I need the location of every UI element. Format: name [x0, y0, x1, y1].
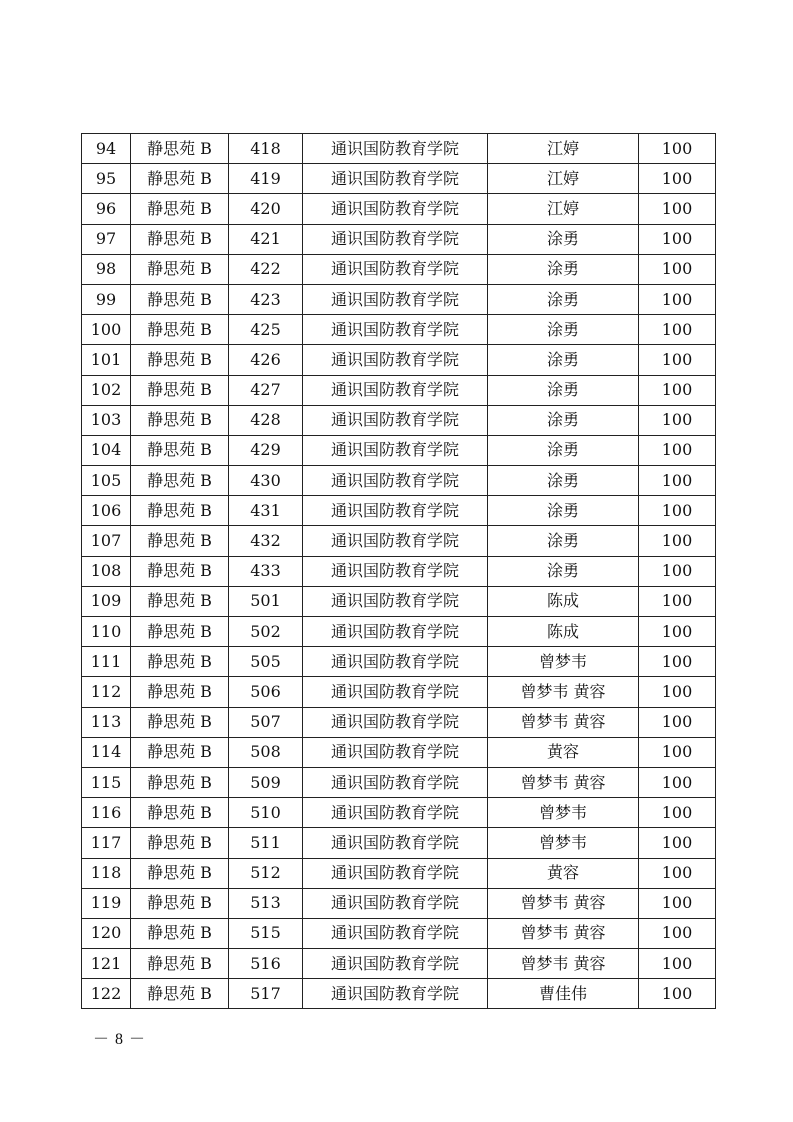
table-row: [82, 345, 716, 375]
score-cell: 100: [639, 284, 716, 314]
room-cell: 506: [229, 677, 303, 707]
table-row: [82, 466, 716, 496]
score-cell: 100: [639, 949, 716, 979]
table-row: [82, 284, 716, 314]
row-number-cell: 113: [82, 707, 131, 737]
college-cell: 通识国防教育学院: [303, 828, 488, 858]
college-cell: 通识国防教育学院: [303, 617, 488, 647]
staff-cell: 涂勇: [488, 224, 639, 254]
staff-cell: 陈成: [488, 586, 639, 616]
college-cell: 通识国防教育学院: [303, 194, 488, 224]
staff-cell: 涂勇: [488, 556, 639, 586]
building-cell: 静思苑 B: [131, 586, 229, 616]
table-row: [82, 647, 716, 677]
building-cell: 静思苑 B: [131, 798, 229, 828]
row-number-cell: 107: [82, 526, 131, 556]
row-number-cell: 99: [82, 284, 131, 314]
college-cell: 通识国防教育学院: [303, 345, 488, 375]
staff-cell: 黄容: [488, 737, 639, 767]
building-cell: 静思苑 B: [131, 949, 229, 979]
table-row: [82, 798, 716, 828]
building-cell: 静思苑 B: [131, 405, 229, 435]
staff-cell: 曾梦韦 黄容: [488, 949, 639, 979]
staff-cell: 黄容: [488, 858, 639, 888]
college-cell: 通识国防教育学院: [303, 677, 488, 707]
college-cell: 通识国防教育学院: [303, 767, 488, 797]
building-cell: 静思苑 B: [131, 254, 229, 284]
table-row: [82, 375, 716, 405]
room-cell: 418: [229, 134, 303, 164]
room-cell: 507: [229, 707, 303, 737]
staff-cell: 涂勇: [488, 375, 639, 405]
room-cell: 515: [229, 918, 303, 948]
room-cell: 511: [229, 828, 303, 858]
score-cell: 100: [639, 134, 716, 164]
building-cell: 静思苑 B: [131, 194, 229, 224]
college-cell: 通识国防教育学院: [303, 647, 488, 677]
staff-cell: 涂勇: [488, 254, 639, 284]
room-cell: 431: [229, 496, 303, 526]
building-cell: 静思苑 B: [131, 284, 229, 314]
score-cell: 100: [639, 767, 716, 797]
room-cell: 427: [229, 375, 303, 405]
score-cell: 100: [639, 677, 716, 707]
college-cell: 通识国防教育学院: [303, 949, 488, 979]
row-number-cell: 94: [82, 134, 131, 164]
college-cell: 通识国防教育学院: [303, 466, 488, 496]
score-cell: 100: [639, 586, 716, 616]
table-row: [82, 617, 716, 647]
table-row: [82, 979, 716, 1009]
college-cell: 通识国防教育学院: [303, 405, 488, 435]
college-cell: 通识国防教育学院: [303, 888, 488, 918]
score-cell: 100: [639, 647, 716, 677]
room-cell: 509: [229, 767, 303, 797]
score-cell: 100: [639, 345, 716, 375]
table-body: [82, 134, 716, 1009]
room-cell: 501: [229, 586, 303, 616]
row-number-cell: 117: [82, 828, 131, 858]
score-cell: 100: [639, 617, 716, 647]
page-number: － 8 －: [93, 1031, 147, 1048]
staff-cell: 曾梦韦 黄容: [488, 918, 639, 948]
building-cell: 静思苑 B: [131, 858, 229, 888]
staff-cell: 涂勇: [488, 284, 639, 314]
table-row: [82, 405, 716, 435]
college-cell: 通识国防教育学院: [303, 375, 488, 405]
row-number-cell: 97: [82, 224, 131, 254]
room-cell: 432: [229, 526, 303, 556]
building-cell: 静思苑 B: [131, 134, 229, 164]
score-cell: 100: [639, 435, 716, 465]
row-number-cell: 108: [82, 556, 131, 586]
table-row: [82, 164, 716, 194]
college-cell: 通识国防教育学院: [303, 556, 488, 586]
staff-cell: 陈成: [488, 617, 639, 647]
building-cell: 静思苑 B: [131, 918, 229, 948]
staff-cell: 江婷: [488, 164, 639, 194]
room-cell: 422: [229, 254, 303, 284]
row-number-cell: 110: [82, 617, 131, 647]
score-cell: 100: [639, 798, 716, 828]
row-number-cell: 100: [82, 315, 131, 345]
table-row: [82, 767, 716, 797]
table-row: [82, 586, 716, 616]
room-cell: 508: [229, 737, 303, 767]
staff-cell: 涂勇: [488, 435, 639, 465]
staff-cell: 涂勇: [488, 496, 639, 526]
room-cell: 510: [229, 798, 303, 828]
row-number-cell: 105: [82, 466, 131, 496]
score-cell: 100: [639, 496, 716, 526]
building-cell: 静思苑 B: [131, 707, 229, 737]
row-number-cell: 120: [82, 918, 131, 948]
score-cell: 100: [639, 224, 716, 254]
score-cell: 100: [639, 556, 716, 586]
staff-cell: 涂勇: [488, 315, 639, 345]
staff-cell: 曾梦韦: [488, 647, 639, 677]
college-cell: 通识国防教育学院: [303, 798, 488, 828]
score-cell: 100: [639, 164, 716, 194]
score-cell: 100: [639, 254, 716, 284]
staff-cell: 曾梦韦 黄容: [488, 767, 639, 797]
room-cell: 420: [229, 194, 303, 224]
row-number-cell: 118: [82, 858, 131, 888]
staff-cell: 涂勇: [488, 345, 639, 375]
row-number-cell: 121: [82, 949, 131, 979]
college-cell: 通识国防教育学院: [303, 224, 488, 254]
staff-cell: 涂勇: [488, 526, 639, 556]
score-cell: 100: [639, 466, 716, 496]
college-cell: 通识国防教育学院: [303, 134, 488, 164]
college-cell: 通识国防教育学院: [303, 315, 488, 345]
row-number-cell: 96: [82, 194, 131, 224]
table-row: [82, 949, 716, 979]
room-cell: 419: [229, 164, 303, 194]
staff-cell: 曾梦韦 黄容: [488, 707, 639, 737]
room-cell: 502: [229, 617, 303, 647]
score-cell: 100: [639, 194, 716, 224]
building-cell: 静思苑 B: [131, 375, 229, 405]
score-cell: 100: [639, 526, 716, 556]
building-cell: 静思苑 B: [131, 315, 229, 345]
row-number-cell: 101: [82, 345, 131, 375]
building-cell: 静思苑 B: [131, 617, 229, 647]
building-cell: 静思苑 B: [131, 888, 229, 918]
table-row: [82, 677, 716, 707]
row-number-cell: 116: [82, 798, 131, 828]
room-cell: 516: [229, 949, 303, 979]
room-cell: 517: [229, 979, 303, 1009]
staff-cell: 曾梦韦 黄容: [488, 677, 639, 707]
building-cell: 静思苑 B: [131, 345, 229, 375]
room-cell: 505: [229, 647, 303, 677]
table-row: [82, 918, 716, 948]
table-row: [82, 526, 716, 556]
building-cell: 静思苑 B: [131, 677, 229, 707]
row-number-cell: 111: [82, 647, 131, 677]
staff-cell: 江婷: [488, 194, 639, 224]
score-cell: 100: [639, 315, 716, 345]
row-number-cell: 122: [82, 979, 131, 1009]
table-row: [82, 496, 716, 526]
row-number-cell: 114: [82, 737, 131, 767]
room-cell: 429: [229, 435, 303, 465]
room-cell: 421: [229, 224, 303, 254]
score-cell: 100: [639, 405, 716, 435]
staff-cell: 涂勇: [488, 466, 639, 496]
row-number-cell: 112: [82, 677, 131, 707]
score-cell: 100: [639, 375, 716, 405]
room-cell: 428: [229, 405, 303, 435]
college-cell: 通识国防教育学院: [303, 526, 488, 556]
row-number-cell: 106: [82, 496, 131, 526]
row-number-cell: 104: [82, 435, 131, 465]
staff-cell: 曾梦韦: [488, 828, 639, 858]
building-cell: 静思苑 B: [131, 435, 229, 465]
table-row: [82, 224, 716, 254]
table-row: [82, 858, 716, 888]
college-cell: 通识国防教育学院: [303, 979, 488, 1009]
college-cell: 通识国防教育学院: [303, 284, 488, 314]
table-row: [82, 707, 716, 737]
building-cell: 静思苑 B: [131, 767, 229, 797]
college-cell: 通识国防教育学院: [303, 164, 488, 194]
building-cell: 静思苑 B: [131, 647, 229, 677]
room-cell: 423: [229, 284, 303, 314]
college-cell: 通识国防教育学院: [303, 496, 488, 526]
score-cell: 100: [639, 707, 716, 737]
college-cell: 通识国防教育学院: [303, 435, 488, 465]
room-cell: 426: [229, 345, 303, 375]
table-row: [82, 737, 716, 767]
score-cell: 100: [639, 918, 716, 948]
score-cell: 100: [639, 888, 716, 918]
college-cell: 通识国防教育学院: [303, 737, 488, 767]
building-cell: 静思苑 B: [131, 737, 229, 767]
score-cell: 100: [639, 858, 716, 888]
building-cell: 静思苑 B: [131, 556, 229, 586]
staff-cell: 江婷: [488, 134, 639, 164]
room-cell: 513: [229, 888, 303, 918]
table-row: [82, 194, 716, 224]
inspection-table: [81, 133, 716, 1009]
college-cell: 通识国防教育学院: [303, 254, 488, 284]
building-cell: 静思苑 B: [131, 828, 229, 858]
table-row: [82, 435, 716, 465]
college-cell: 通识国防教育学院: [303, 707, 488, 737]
row-number-cell: 95: [82, 164, 131, 194]
score-cell: 100: [639, 737, 716, 767]
building-cell: 静思苑 B: [131, 164, 229, 194]
college-cell: 通识国防教育学院: [303, 918, 488, 948]
room-cell: 430: [229, 466, 303, 496]
table-row: [82, 134, 716, 164]
building-cell: 静思苑 B: [131, 526, 229, 556]
row-number-cell: 115: [82, 767, 131, 797]
staff-cell: 曾梦韦: [488, 798, 639, 828]
staff-cell: 涂勇: [488, 405, 639, 435]
table-row: [82, 556, 716, 586]
building-cell: 静思苑 B: [131, 466, 229, 496]
row-number-cell: 98: [82, 254, 131, 284]
building-cell: 静思苑 B: [131, 979, 229, 1009]
table-row: [82, 828, 716, 858]
row-number-cell: 119: [82, 888, 131, 918]
table-row: [82, 315, 716, 345]
table-row: [82, 888, 716, 918]
college-cell: 通识国防教育学院: [303, 586, 488, 616]
staff-cell: 曹佳伟: [488, 979, 639, 1009]
row-number-cell: 102: [82, 375, 131, 405]
room-cell: 512: [229, 858, 303, 888]
college-cell: 通识国防教育学院: [303, 858, 488, 888]
room-cell: 433: [229, 556, 303, 586]
table-row: [82, 254, 716, 284]
staff-cell: 曾梦韦 黄容: [488, 888, 639, 918]
row-number-cell: 103: [82, 405, 131, 435]
score-cell: 100: [639, 979, 716, 1009]
building-cell: 静思苑 B: [131, 496, 229, 526]
row-number-cell: 109: [82, 586, 131, 616]
room-cell: 425: [229, 315, 303, 345]
score-cell: 100: [639, 828, 716, 858]
building-cell: 静思苑 B: [131, 224, 229, 254]
